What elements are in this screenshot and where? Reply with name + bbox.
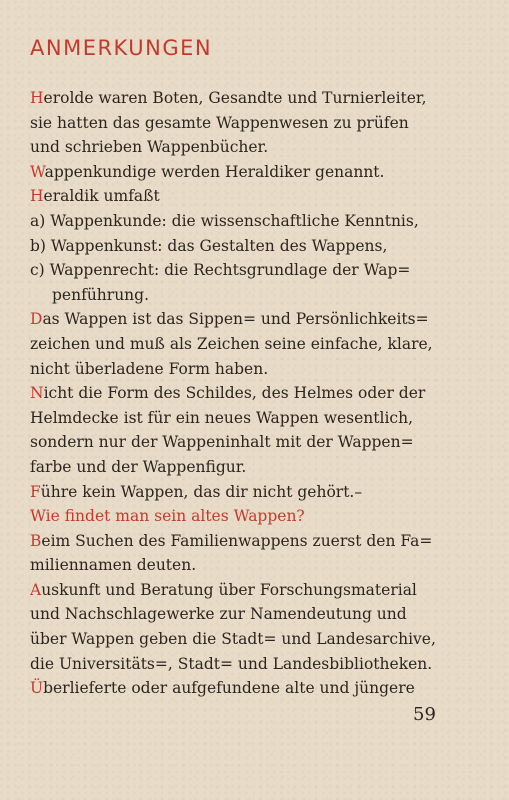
red-initial: F [30, 482, 41, 501]
text-line [30, 86, 450, 111]
line-text: sie hatten das gesamte Wappenwesen zu prüfen [30, 113, 409, 132]
text-line [30, 676, 450, 701]
red-initial: W [30, 162, 45, 181]
line-text: erolde waren Boten, Gesandte und Turnierleiter, [43, 89, 427, 107]
red-initial: B [30, 531, 42, 550]
text-line [30, 455, 450, 480]
line-text: eim Suchen des Familienwappens zuerst den Fa= [41, 531, 433, 550]
line-text: und Nachschlagewerke zur Namendeutung und [30, 605, 407, 624]
body-text [30, 86, 450, 701]
page-heading: ANMERKUNGEN [30, 36, 213, 60]
line-text: nicht überladene Form haben. [30, 359, 269, 378]
line-text: uskunft und Beratung über Forschungsmaterial [41, 580, 417, 599]
text-line [30, 307, 450, 332]
text-line [30, 258, 450, 283]
line-text: a) Wappenkunde: die wissenschaftliche Kenntnis, [30, 211, 419, 230]
line-text: sondern nur der Wappeninhalt mit der Wappen= [30, 433, 414, 452]
text-line [30, 652, 450, 677]
red-initial: H [30, 89, 44, 107]
text-line [30, 111, 450, 136]
text-line [30, 480, 450, 505]
text-line [30, 578, 450, 603]
line-text: c) Wappenrecht: die Rechtsgrundlage der Wap= [30, 261, 411, 280]
line-text: eraldik umfaßt [43, 187, 160, 206]
red-initial: H [30, 187, 44, 206]
text-line [30, 283, 450, 308]
text-line [30, 160, 450, 185]
text-line [30, 406, 450, 431]
red-initial: N [30, 384, 44, 403]
text-line [30, 529, 450, 554]
line-text: penführung. [52, 285, 150, 304]
text-line [30, 135, 450, 160]
line-text: und schrieben Wappenbücher. [30, 138, 269, 157]
text-line [30, 332, 450, 357]
text-line [30, 430, 450, 455]
text-line [30, 504, 450, 529]
line-text: icht die Form des Schildes, des Helmes oder der [43, 384, 426, 403]
line-text: Wie findet man sein altes Wappen? [30, 507, 305, 526]
line-text: miliennamen deuten. [30, 556, 197, 575]
text-line [30, 627, 450, 652]
line-text: b) Wappenkunst: das Gestalten des Wappens, [30, 236, 388, 255]
line-text: zeichen und muß als Zeichen seine einfache, klare, [30, 334, 433, 353]
page-number: 59 [413, 704, 436, 725]
line-text: appenkundige werden Heraldiker genannt. [44, 162, 385, 181]
text-line [30, 184, 450, 209]
text-line [30, 602, 450, 627]
line-text: berlieferte oder aufgefundene alte und jüngere [43, 679, 415, 698]
text-line [30, 234, 450, 259]
red-initial: A [30, 580, 42, 599]
line-text: ühre kein Wappen, das dir nicht gehört.– [40, 482, 363, 501]
text-line [30, 553, 450, 578]
red-initial: Ü [30, 679, 44, 698]
red-initial: D [30, 310, 43, 329]
line-text: as Wappen ist das Sippen= und Persönlichkeits= [42, 310, 429, 329]
line-text: die Universitäts=, Stadt= und Landesbibliotheken. [30, 654, 433, 673]
text-line [30, 357, 450, 382]
text-line [30, 381, 450, 406]
text-line [30, 209, 450, 234]
line-text: über Wappen geben die Stadt= und Landesarchive, [30, 630, 436, 649]
line-text: farbe und der Wappenfigur. [30, 457, 247, 476]
line-text: Helmdecke ist für ein neues Wappen wesentlich, [30, 408, 414, 427]
